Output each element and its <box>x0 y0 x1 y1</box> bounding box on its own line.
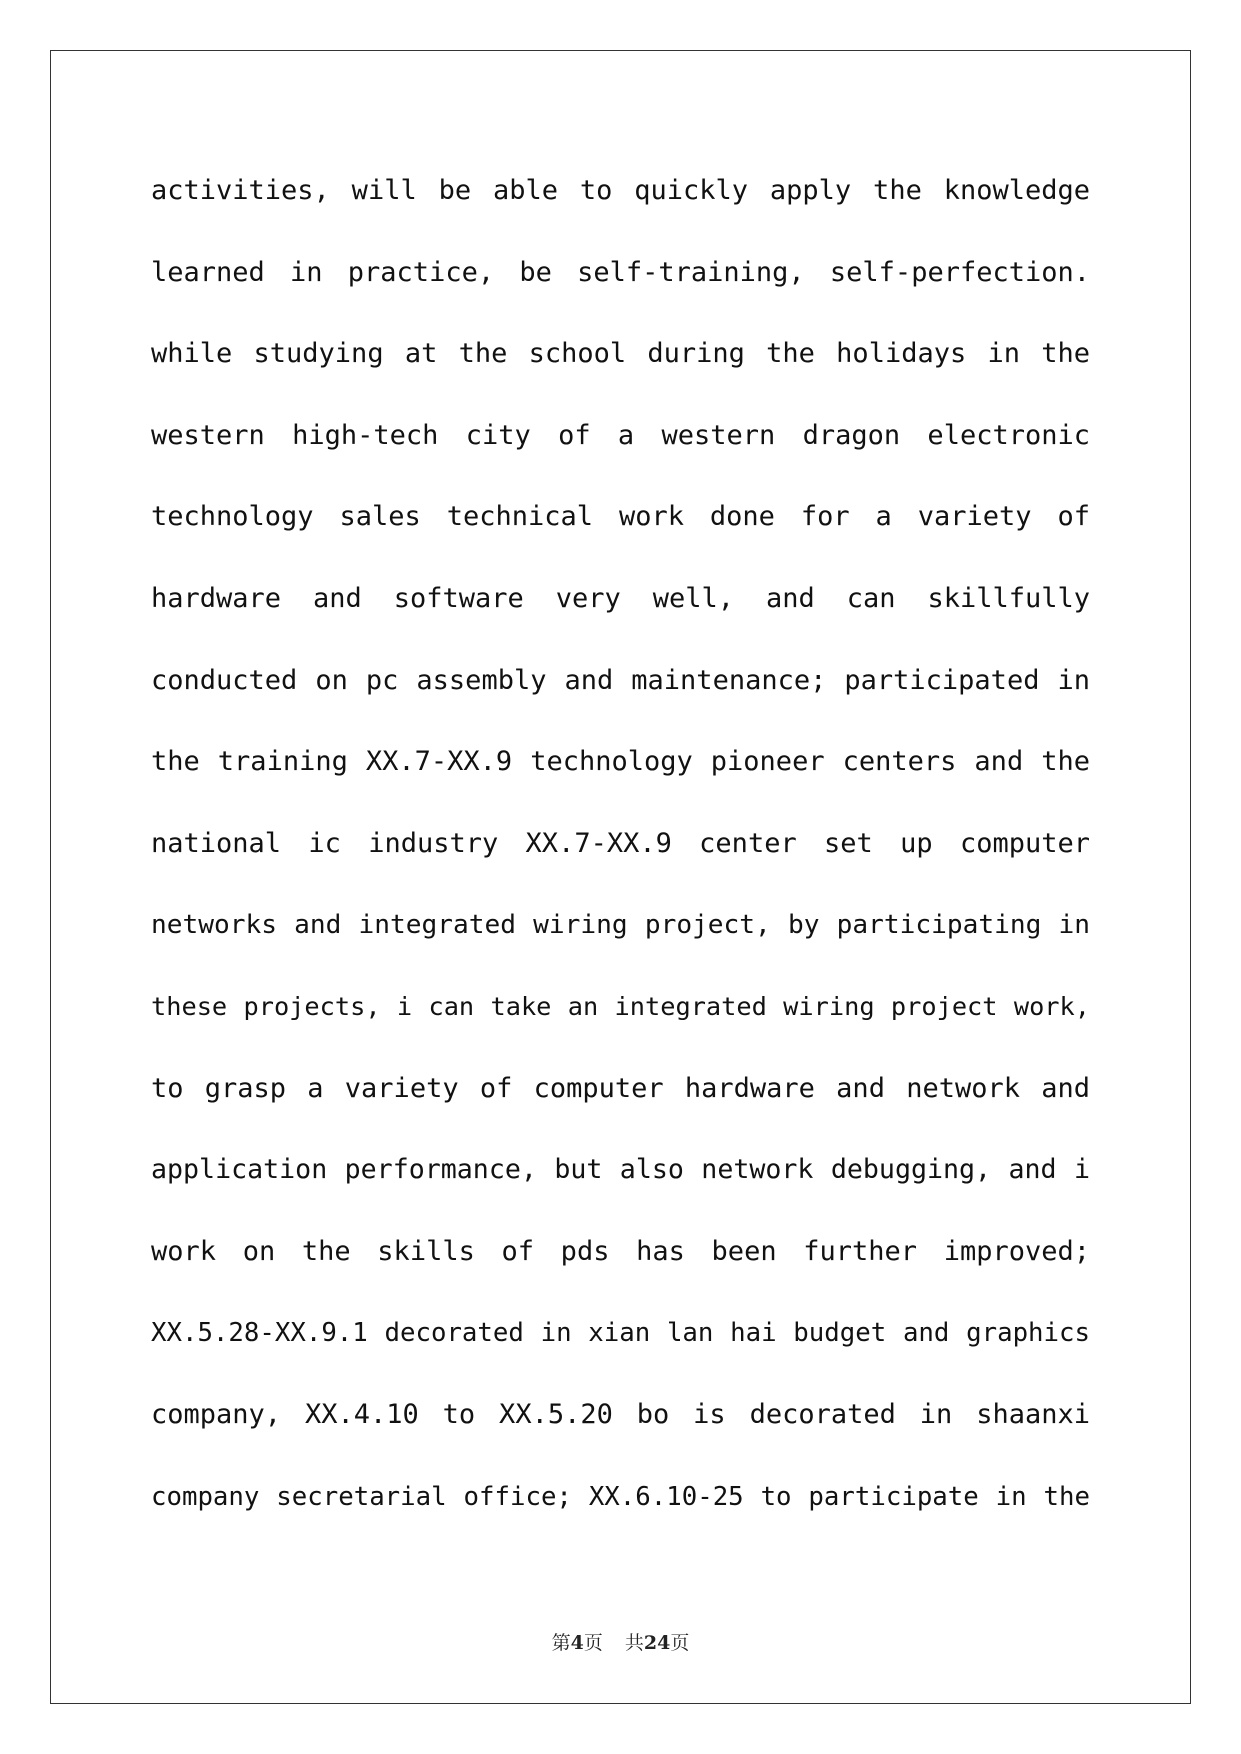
page-footer <box>0 1628 1241 1655</box>
text-line-9: national ic industry XX.7-XX.9 center set up computer <box>151 827 1090 859</box>
page-suffix: 页 <box>583 1632 603 1654</box>
text-line-2: learned in practice, be self-training, self-perfection. <box>151 256 1090 288</box>
text-line-13: application performance, but also network debugging, and i <box>151 1154 1090 1186</box>
text-line-7: conducted on pc assembly and maintenance; participated in <box>151 664 1090 696</box>
text-line-10: networks and integrated wiring project, by participating in <box>151 910 1090 941</box>
text-line-11: these projects, i can take an integrated wiring project work, <box>151 991 1090 1021</box>
page-prefix: 第 <box>551 1632 571 1654</box>
text-line-1: activities, will be able to quickly apply the knowledge <box>151 175 1090 206</box>
text-line-14: work on the skills of pds has been further improved; <box>151 1235 1090 1267</box>
text-line-8: the training XX.7-XX.9 technology pioneer centers and the <box>151 746 1090 778</box>
text-line-12: to grasp a variety of computer hardware and network and <box>151 1072 1090 1104</box>
text-line-17: company secretarial office; XX.6.10-25 to participate in the <box>151 1481 1090 1512</box>
document-body <box>151 166 1090 1553</box>
text-line-15: XX.5.28-XX.9.1 decorated in xian lan hai budget and graphics <box>151 1318 1090 1349</box>
text-line-5: technology sales technical work done for a variety of <box>151 501 1090 533</box>
text-line-6: hardware and software very well, and can skillfully <box>151 582 1090 614</box>
total-prefix: 共 <box>624 1632 644 1654</box>
text-line-3: while studying at the school during the holidays in the <box>151 338 1090 370</box>
total-pages: 24 <box>643 1632 671 1654</box>
text-line-16: company, XX.4.10 to XX.5.20 bo is decorated in shaanxi <box>151 1398 1090 1430</box>
total-suffix: 页 <box>670 1632 690 1654</box>
page-number: 4 <box>570 1632 584 1654</box>
text-line-4: western high-tech city of a western dragon electronic <box>151 419 1090 451</box>
